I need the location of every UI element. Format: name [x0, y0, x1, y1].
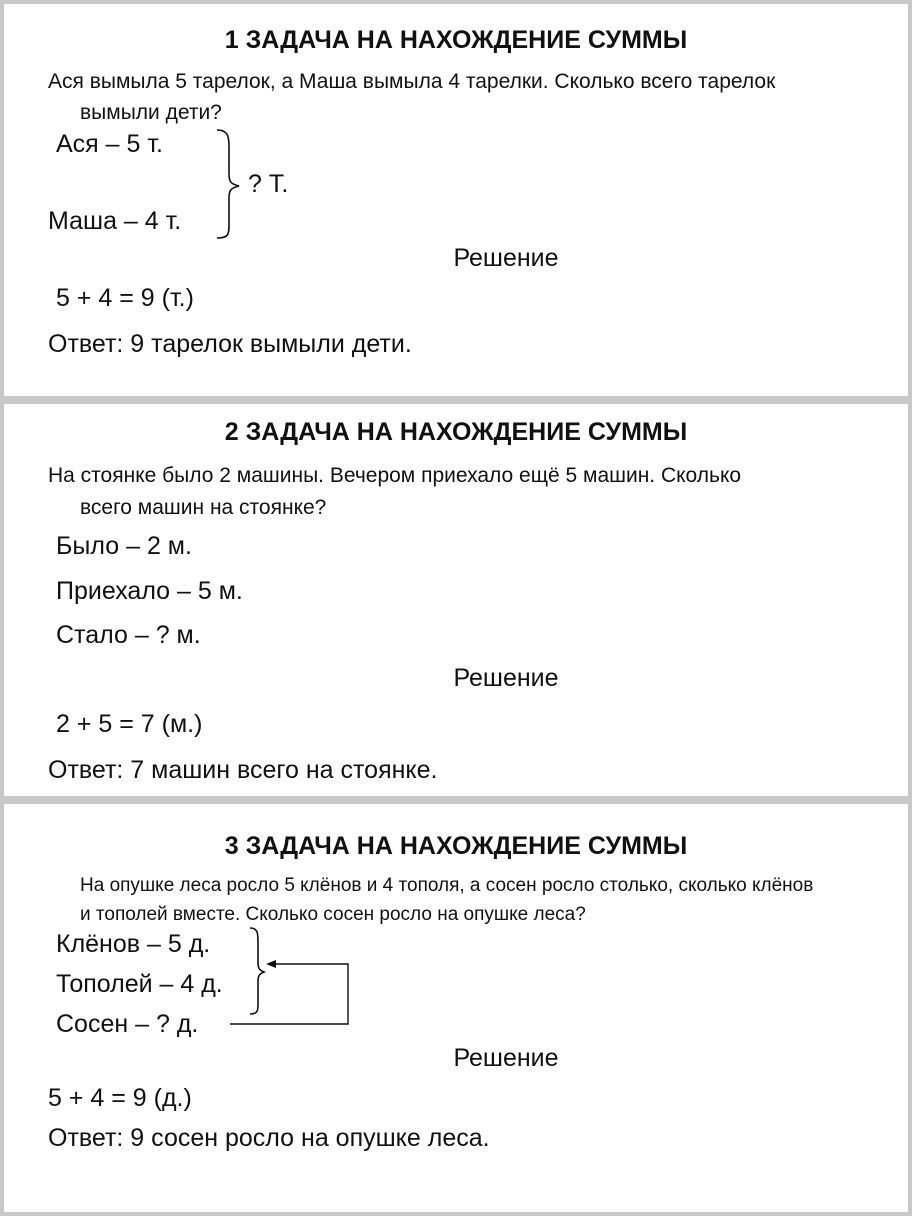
condition-bylo: Было – 2 м. [56, 532, 192, 560]
solution-expression: 2 + 5 = 7 (м.) [56, 710, 203, 738]
brace-arrow-diagram [244, 924, 364, 1034]
solution-expression: 5 + 4 = 9 (т.) [56, 284, 194, 312]
problem-text-line2: и тополей вместе. Сколько сосен росло на опушке леса? [80, 904, 586, 925]
task-card-3 [4, 804, 908, 1212]
right-brace-icon [209, 128, 245, 238]
condition-topoley: Тополей – 4 д. [56, 970, 223, 998]
problem-text-line1: На стоянке было 2 машины. Вечером приехало ещё 5 машин. Сколько [48, 464, 742, 487]
condition-stalo: Стало – ? м. [56, 621, 201, 649]
task-title: 3 ЗАДАЧА НА НАХОЖДЕНИЕ СУММЫ [224, 832, 688, 860]
problem-text-line1: Ася вымыла 5 тарелок, а Маша вымыла 4 тарелки. Сколько всего тарелок [48, 70, 776, 93]
task-title: 1 ЗАДАЧА НА НАХОЖДЕНИЕ СУММЫ [224, 26, 688, 54]
condition-asya: Ася – 5 т. [56, 130, 163, 158]
right-brace-icon [250, 928, 264, 1014]
connector-line [230, 964, 348, 1024]
solution-heading: Решение [453, 1044, 559, 1072]
arrow-head-icon [266, 960, 276, 968]
solution-heading: Решение [453, 664, 559, 692]
solution-heading: Решение [453, 244, 559, 272]
answer-text: Ответ: 9 тарелок вымыли дети. [48, 330, 412, 358]
answer-text: Ответ: 7 машин всего на стоянке. [48, 756, 438, 784]
condition-priekhalo: Приехало – 5 м. [56, 577, 243, 605]
condition-sosen: Сосен – ? д. [56, 1010, 199, 1038]
question-total: ? Т. [248, 170, 289, 198]
task-card-2 [4, 404, 908, 796]
condition-masha: Маша – 4 т. [48, 207, 182, 235]
condition-klenov: Клёнов – 5 д. [56, 930, 211, 958]
problem-text-line1: На опушке леса росло 5 клёнов и 4 тополя, а сосен росло столько, сколько клёнов [80, 875, 814, 896]
task-card-1 [4, 4, 908, 396]
solution-expression: 5 + 4 = 9 (д.) [48, 1084, 192, 1112]
answer-text: Ответ: 9 сосен росло на опушке леса. [48, 1124, 490, 1152]
problem-text-line2: всего машин на стоянке? [80, 496, 327, 519]
problem-text-line2: вымыли дети? [80, 101, 222, 124]
task-title: 2 ЗАДАЧА НА НАХОЖДЕНИЕ СУММЫ [224, 418, 688, 446]
